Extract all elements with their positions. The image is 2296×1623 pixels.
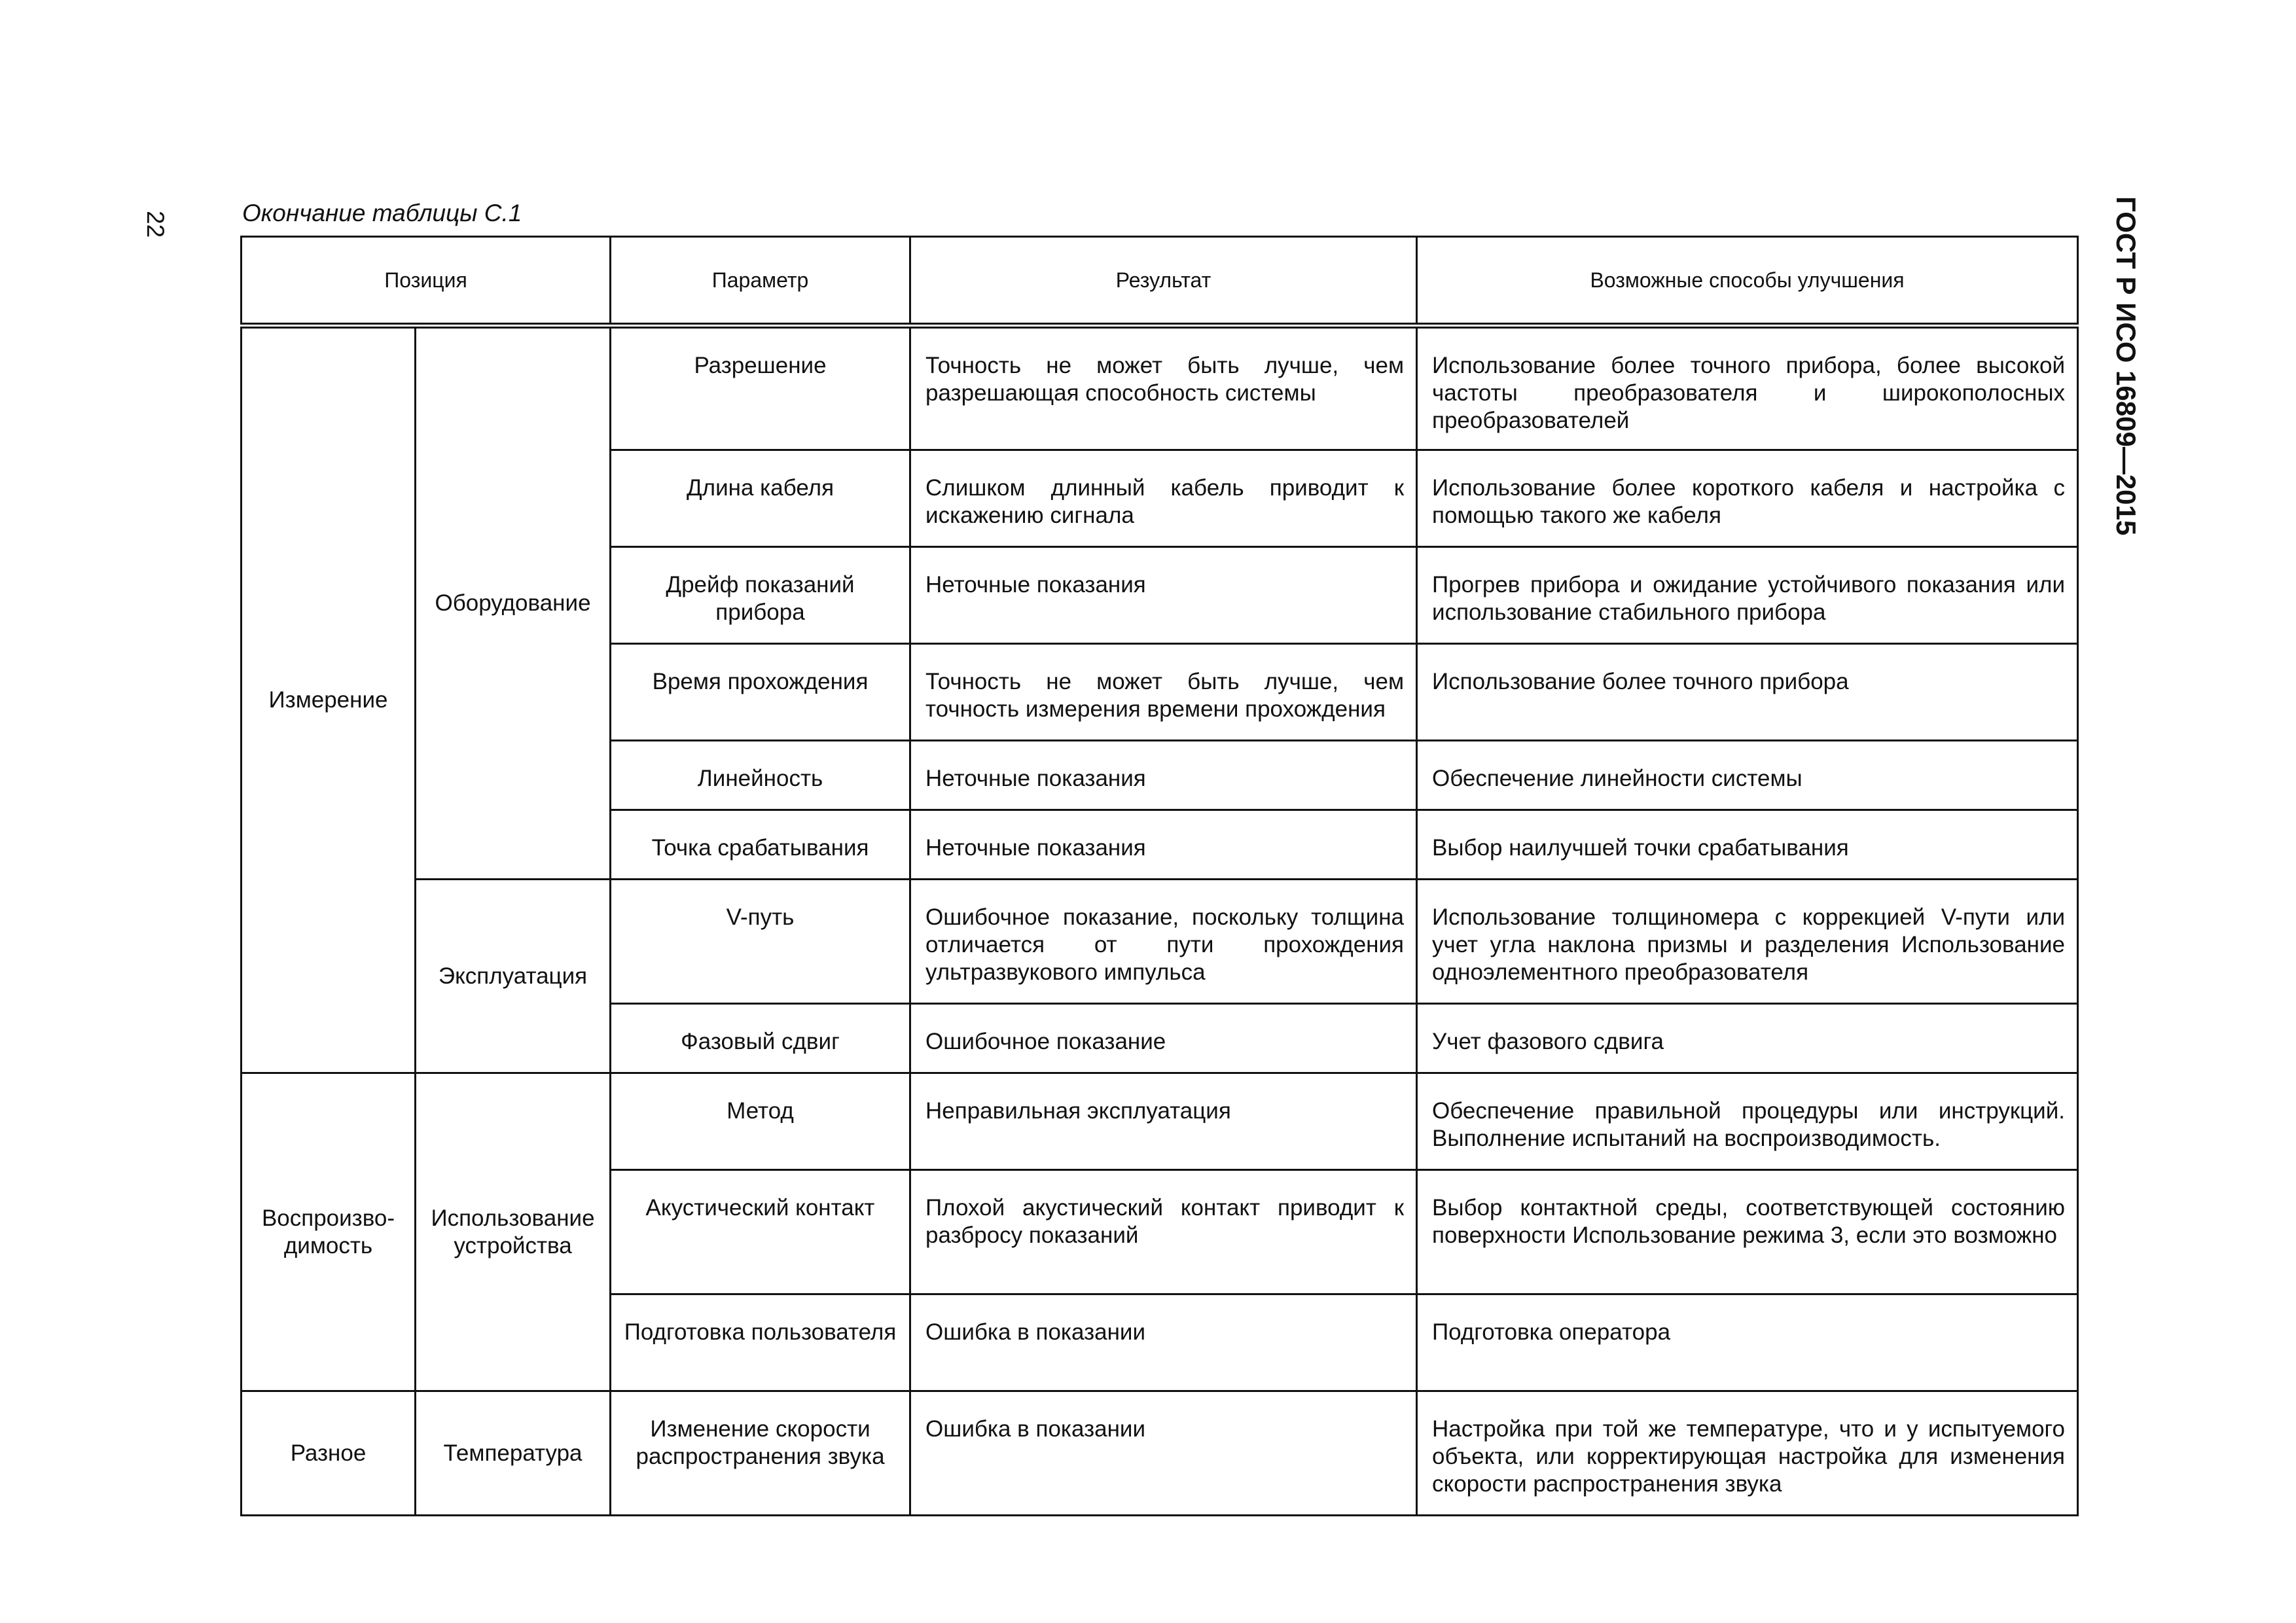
header-improvement: Возможные способы улучшения [1417, 237, 2078, 326]
cell-parameter: Метод [611, 1073, 910, 1170]
cell-improvement: Подготовка оператора [1417, 1294, 2078, 1391]
cell-parameter: Акустический контакт [611, 1170, 910, 1294]
cell-improvement: Использование более точного прибора [1417, 644, 2078, 741]
header-position: Позиция [242, 237, 611, 326]
cell-result: Ошибка в показании [910, 1391, 1417, 1516]
cell-parameter: Фазовый сдвиг [611, 1004, 910, 1073]
cell-improvement: Использование более точного прибора, более высокой частоты преобразователя и широкополосных преобразователей [1417, 326, 2078, 450]
cell-parameter: V-путь [611, 880, 910, 1004]
group-reproducibility: Воспроизво- димость [242, 1073, 416, 1391]
header-result: Результат [910, 237, 1417, 326]
document-code: ГОСТ Р ИСО 16809—2015 [2111, 196, 2142, 536]
subgroup-equipment: Оборудование [416, 326, 611, 880]
cell-result: Слишком длинный кабель приводит к искажению сигнала [910, 450, 1417, 547]
table-row [242, 1073, 2078, 1170]
group-measurement: Измерение [242, 326, 416, 1073]
cell-result: Неточные показания [910, 547, 1417, 644]
cell-improvement: Обеспечение правильной процедуры или инструкций. Выполнение испытаний на воспроизводимость. [1417, 1073, 2078, 1170]
table-row [242, 880, 2078, 1004]
cell-improvement: Использование толщиномера с коррекцией V-пути или учет угла наклона призмы и разделения Использование одноэлементного преобразователя [1417, 880, 2078, 1004]
group-miscellaneous: Разное [242, 1391, 416, 1516]
cell-improvement: Настройка при той же температуре, что и у испытуемого объекта, или корректирующая настройка для изменения скорости распространения звука [1417, 1391, 2078, 1516]
cell-parameter: Линейность [611, 741, 910, 810]
cell-parameter: Длина кабеля [611, 450, 910, 547]
subgroup-device-use: Использование устройства [416, 1073, 611, 1391]
cell-result: Ошибочное показание [910, 1004, 1417, 1073]
cell-improvement: Выбор контактной среды, соответствующей состоянию поверхности Использование режима 3, если это возможно [1417, 1170, 2078, 1294]
cell-result: Неправильная эксплуатация [910, 1073, 1417, 1170]
subgroup-operation: Эксплуатация [416, 880, 611, 1073]
cell-improvement: Использование более короткого кабеля и настройка с помощью такого же кабеля [1417, 450, 2078, 547]
cell-parameter: Время прохождения [611, 644, 910, 741]
cell-result: Плохой акустический контакт приводит к разбросу показаний [910, 1170, 1417, 1294]
cell-result: Ошибка в показании [910, 1294, 1417, 1391]
cell-result: Неточные показания [910, 741, 1417, 810]
cell-improvement: Прогрев прибора и ожидание устойчивого показания или использование стабильного прибора [1417, 547, 2078, 644]
cell-improvement: Обеспечение линейности системы [1417, 741, 2078, 810]
cell-result: Ошибочное показание, поскольку толщина отличается от пути прохождения ультразвукового импульса [910, 880, 1417, 1004]
cell-result: Точность не может быть лучше, чем разрешающая способность системы [910, 326, 1417, 450]
table-header-row [242, 237, 2078, 326]
cell-improvement: Учет фазового сдвига [1417, 1004, 2078, 1073]
cell-result: Неточные показания [910, 810, 1417, 880]
cell-parameter: Разрешение [611, 326, 910, 450]
cell-parameter: Дрейф показаний прибора [611, 547, 910, 644]
cell-parameter: Изменение скорости распространения звука [611, 1391, 910, 1516]
table-caption: Окончание таблицы С.1 [242, 200, 522, 226]
table-row [242, 326, 2078, 450]
header-parameter: Параметр [611, 237, 910, 326]
cell-improvement: Выбор наилучшей точки срабатывания [1417, 810, 2078, 880]
cell-parameter: Точка срабатывания [611, 810, 910, 880]
table-c1 [240, 236, 2079, 1516]
table-row [242, 1391, 2078, 1516]
cell-parameter: Подготовка пользователя [611, 1294, 910, 1391]
page-number: 22 [142, 211, 169, 238]
cell-result: Точность не может быть лучше, чем точность измерения времени прохождения [910, 644, 1417, 741]
subgroup-temperature: Температура [416, 1391, 611, 1516]
